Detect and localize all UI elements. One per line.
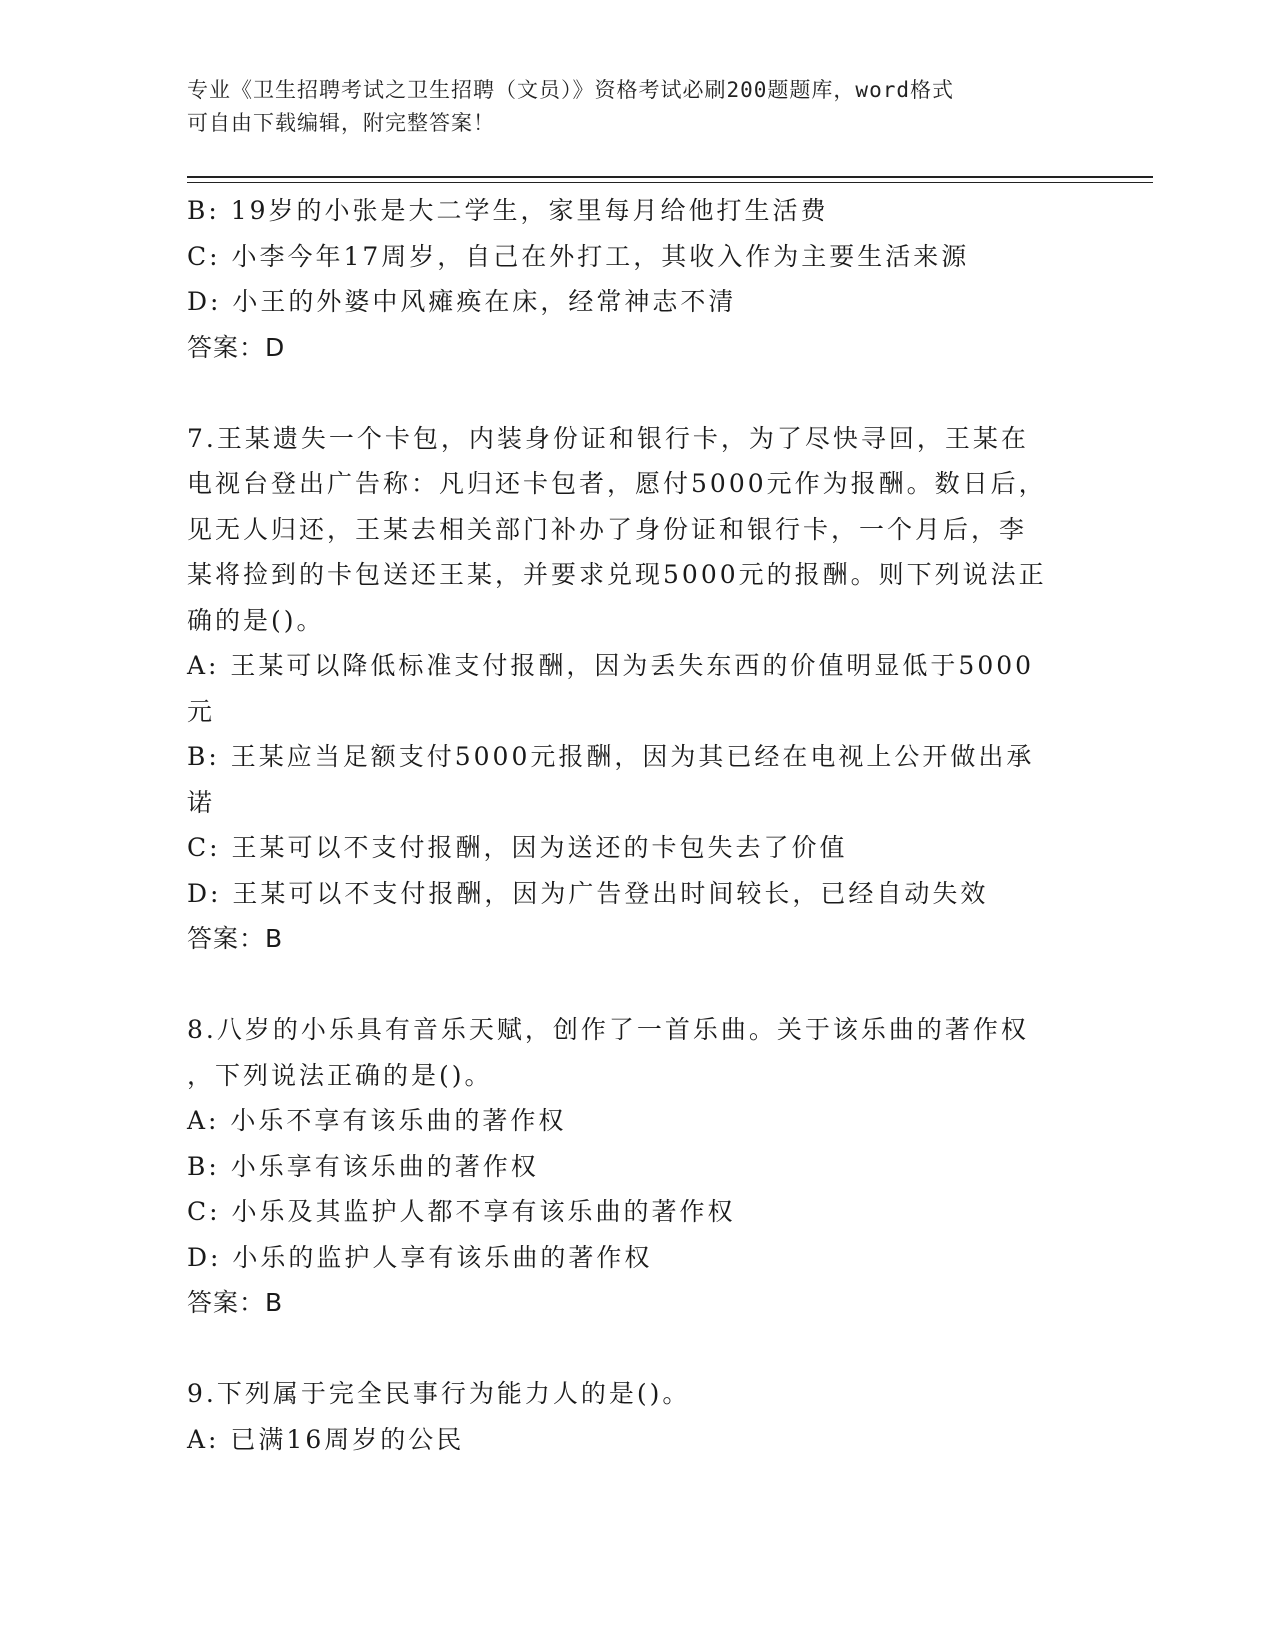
- question-text: 见无人归还，王某去相关部门补办了身份证和银行卡，一个月后，李: [187, 514, 1028, 544]
- question-text: 9.下列属于完全民事行为能力人的是()。: [187, 1379, 691, 1408]
- question-7: [187, 416, 1087, 962]
- option-c: C: 小乐及其监护人都不享有该乐曲的著作权: [187, 1197, 736, 1226]
- question-6-continued: [187, 188, 1087, 370]
- option-d: D: 王某可以不支付报酬，因为广告登出时间较长，已经自动失效: [187, 878, 989, 908]
- header-divider-thin: [187, 182, 1153, 183]
- option-a: A: 王某可以降低标准支付报酬，因为丢失东西的价值明显低于5000: [187, 651, 1035, 680]
- question-8: [187, 1007, 1087, 1326]
- option-d: D: 小王的外婆中风瘫痪在床，经常神志不清: [187, 287, 737, 316]
- answer: 答案：B: [187, 924, 284, 953]
- document-header: [187, 74, 1087, 140]
- question-text: 某将捡到的卡包送还王某，并要求兑现5000元的报酬。则下列说法正: [187, 560, 1047, 589]
- header-title-line-2: 可自由下载编辑，附完整答案！: [187, 111, 495, 135]
- answer: 答案：B: [187, 1288, 284, 1317]
- option-b-wrap: 诺: [187, 787, 216, 817]
- question-text: 7.王某遗失一个卡包，内装身份证和银行卡，为了尽快寻回，王某在: [187, 423, 1029, 453]
- answer: 答案：D: [187, 332, 286, 362]
- question-text: 电视台登出广告称：凡归还卡包者，愿付5000元作为报酬。数日后，: [187, 469, 1047, 498]
- question-text: ，下列说法正确的是()。: [187, 1060, 493, 1090]
- option-b: B: 小乐享有该乐曲的著作权: [187, 1151, 539, 1181]
- question-9: [187, 1371, 1087, 1462]
- option-a-wrap: 元: [187, 696, 216, 726]
- option-b: B: 王某应当足额支付5000元报酬，因为其已经在电视上公开做出承: [187, 742, 1035, 771]
- option-c: C: 小李今年17周岁，自己在外打工，其收入作为主要生活来源: [187, 241, 970, 271]
- document-body: [187, 188, 1087, 1462]
- option-a: A: 已满16周岁的公民: [187, 1424, 465, 1454]
- option-b: B: 19岁的小张是大二学生，家里每月给他打生活费: [187, 196, 829, 225]
- option-d: D: 小乐的监护人享有该乐曲的著作权: [187, 1242, 653, 1272]
- header-title-line-1: 专业《卫生招聘考试之卫生招聘（文员）》资格考试必刷200题题库，word格式: [187, 78, 954, 102]
- question-text: 确的是()。: [187, 605, 325, 635]
- question-text: 8.八岁的小乐具有音乐天赋，创作了一首乐曲。关于该乐曲的著作权: [187, 1015, 1029, 1044]
- option-a: A: 小乐不享有该乐曲的著作权: [187, 1106, 567, 1135]
- header-divider-thick: [187, 176, 1153, 178]
- option-c: C: 王某可以不支付报酬，因为送还的卡包失去了价值: [187, 833, 848, 862]
